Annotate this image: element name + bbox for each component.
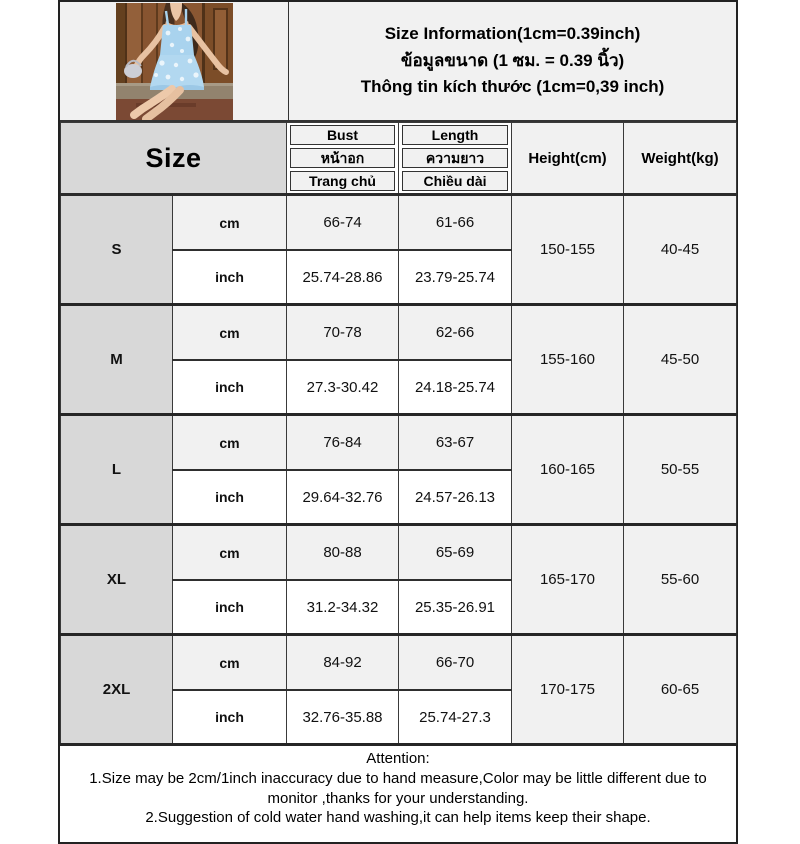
length-cm-2xl: 66-70 xyxy=(399,635,512,691)
bust-cm-s: 66-74 xyxy=(287,195,399,251)
product-photo-illustration xyxy=(116,3,233,120)
unit-inch: inch xyxy=(173,470,287,525)
length-inch-2xl: 25.74-27.3 xyxy=(399,690,512,745)
size-label-2xl: 2XL xyxy=(61,635,173,745)
bust-cm-m: 70-78 xyxy=(287,305,399,361)
unit-cm: cm xyxy=(173,635,287,691)
height-column-header: Height(cm) xyxy=(512,123,624,195)
size-column-header: Size xyxy=(61,123,287,195)
title-line-th: ข้อมูลขนาด (1 ซม. = 0.39 นิ้ว) xyxy=(400,50,625,70)
unit-cm: cm xyxy=(173,415,287,471)
size-label-s: S xyxy=(61,195,173,305)
attention-note-1: 1.Size may be 2cm/1inch inaccuracy due to hand measure,Color may be little different due to monitor ,thanks for your understanding. xyxy=(89,769,707,807)
bust-inch-xl: 31.2-34.32 xyxy=(287,580,399,635)
bust-label-th: หน้าอก xyxy=(290,148,395,168)
unit-cm: cm xyxy=(173,305,287,361)
product-photo xyxy=(116,3,233,120)
table-row xyxy=(61,415,737,471)
height-s: 150-155 xyxy=(512,195,624,305)
title-block xyxy=(60,2,736,122)
attention-notes xyxy=(60,746,736,842)
unit-inch: inch xyxy=(173,360,287,415)
weight-l: 50-55 xyxy=(624,415,737,525)
weight-m: 45-50 xyxy=(624,305,737,415)
length-label-th: ความยาว xyxy=(402,148,508,168)
length-column-header xyxy=(399,123,512,195)
bust-cm-xl: 80-88 xyxy=(287,525,399,581)
table-row xyxy=(61,525,737,581)
size-chart-sheet xyxy=(58,0,738,844)
length-cm-xl: 65-69 xyxy=(399,525,512,581)
weight-s: 40-45 xyxy=(624,195,737,305)
length-label-en: Length xyxy=(402,125,508,145)
length-inch-l: 24.57-26.13 xyxy=(399,470,512,525)
height-m: 155-160 xyxy=(512,305,624,415)
title-line-vi: Thông tin kích thước (1cm=0,39 inch) xyxy=(360,77,665,97)
bust-inch-2xl: 32.76-35.88 xyxy=(287,690,399,745)
weight-2xl: 60-65 xyxy=(624,635,737,745)
length-inch-s: 23.79-25.74 xyxy=(399,250,512,305)
weight-column-header: Weight(kg) xyxy=(624,123,737,195)
table-row xyxy=(61,635,737,691)
unit-inch: inch xyxy=(173,580,287,635)
bust-inch-s: 25.74-28.86 xyxy=(287,250,399,305)
length-cm-m: 62-66 xyxy=(399,305,512,361)
length-inch-xl: 25.35-26.91 xyxy=(399,580,512,635)
weight-xl: 55-60 xyxy=(624,525,737,635)
length-cm-l: 63-67 xyxy=(399,415,512,471)
unit-inch: inch xyxy=(173,250,287,305)
height-2xl: 170-175 xyxy=(512,635,624,745)
size-label-l: L xyxy=(61,415,173,525)
size-label-m: M xyxy=(61,305,173,415)
bust-column-header xyxy=(287,123,399,195)
bust-label-vi: Trang chủ xyxy=(290,171,395,191)
length-inch-m: 24.18-25.74 xyxy=(399,360,512,415)
length-label-vi: Chiều dài xyxy=(402,171,508,191)
bust-cm-l: 76-84 xyxy=(287,415,399,471)
unit-inch: inch xyxy=(173,690,287,745)
product-photo-cell xyxy=(60,2,289,120)
table-row xyxy=(61,195,737,251)
unit-cm: cm xyxy=(173,525,287,581)
bust-inch-l: 29.64-32.76 xyxy=(287,470,399,525)
length-cm-s: 61-66 xyxy=(399,195,512,251)
attention-note-2: 2.Suggestion of cold water hand washing,it can help items keep their shape. xyxy=(145,809,651,827)
size-label-xl: XL xyxy=(61,525,173,635)
height-xl: 165-170 xyxy=(512,525,624,635)
height-l: 160-165 xyxy=(512,415,624,525)
bust-inch-m: 27.3-30.42 xyxy=(287,360,399,415)
size-table-header xyxy=(61,123,737,195)
size-information-title xyxy=(289,2,736,120)
bust-label-en: Bust xyxy=(290,125,395,145)
title-line-en: Size Information(1cm=0.39inch) xyxy=(384,24,641,44)
size-table xyxy=(60,122,737,746)
unit-cm: cm xyxy=(173,195,287,251)
bust-cm-2xl: 84-92 xyxy=(287,635,399,691)
table-row xyxy=(61,305,737,361)
attention-title: Attention: xyxy=(366,750,430,767)
